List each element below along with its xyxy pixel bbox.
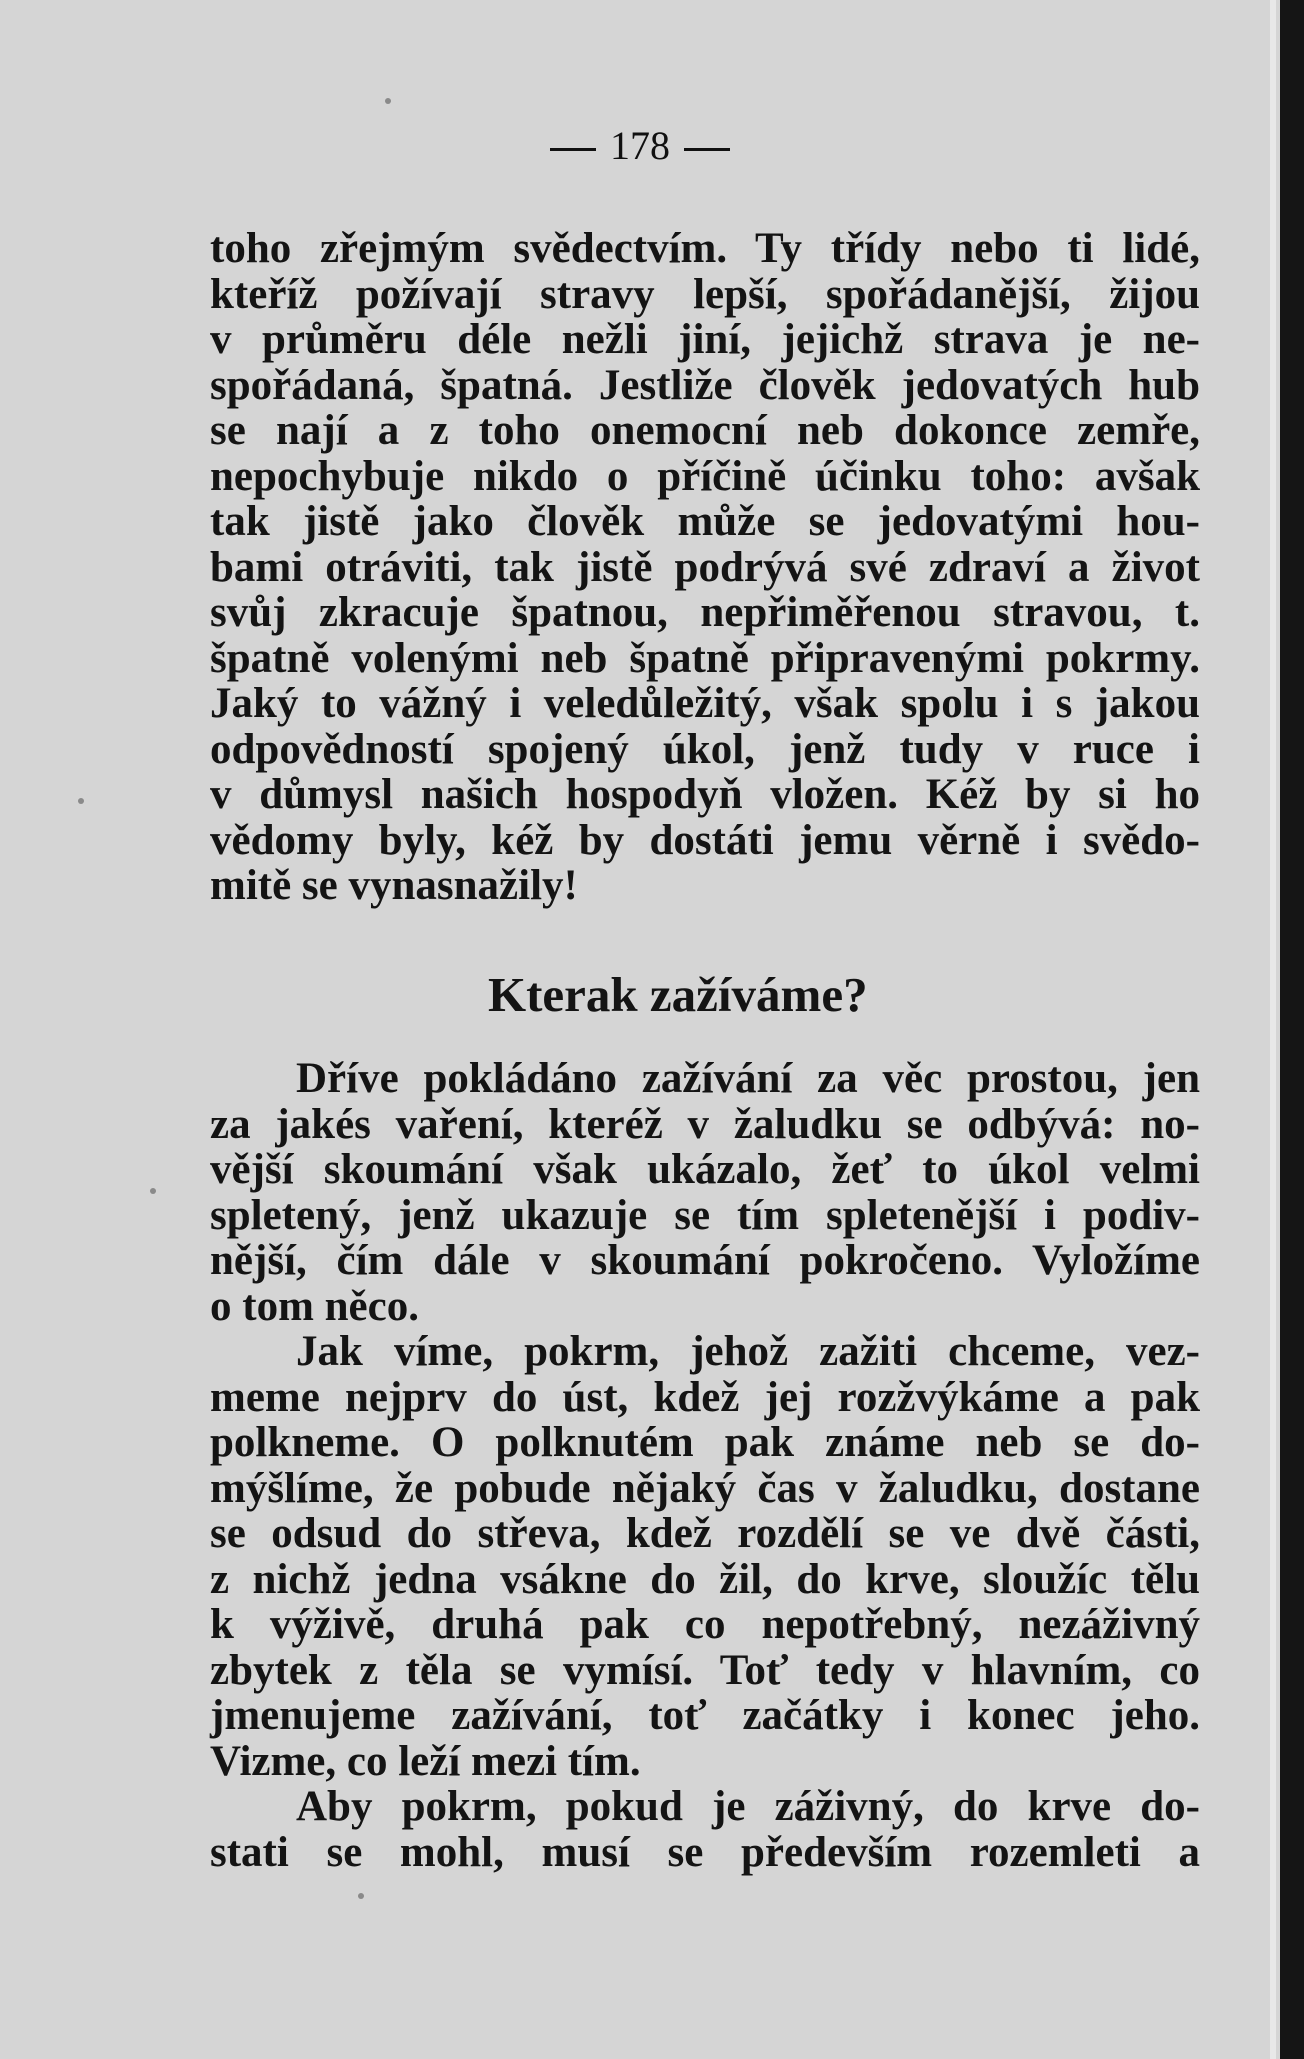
- text-line: vědomy byly, kéž by dostáti jemu věrně i svědo-: [210, 816, 1200, 864]
- text-line: za jakés vaření, kteréž v žaludku se odbývá: no-: [210, 1100, 1200, 1148]
- text-line: Jak víme, pokrm, jehož zažiti chceme, vez-: [296, 1328, 1200, 1375]
- text-line: v průměru déle nežli jiní, jejichž strava je ne-: [210, 316, 1200, 363]
- paper-speck: [385, 98, 391, 104]
- text-line: bami otráviti, tak jistě podrývá své zdraví a život: [210, 543, 1200, 591]
- paper-speck: [78, 798, 84, 804]
- paper-speck: [150, 1188, 156, 1194]
- paragraph-continued: [210, 226, 1200, 909]
- text-line: svůj zkracuje špatnou, nepřiměřenou stravou, t.: [210, 589, 1200, 636]
- text-line: spořádaná, špatná. Jestliže člověk jedovatých hub: [210, 361, 1200, 409]
- text-line: nější, čím dále v skoumání pokročeno. Vyložíme: [210, 1237, 1200, 1284]
- text-line: spletený, jenž ukazuje se tím spletenější i podiv-: [210, 1191, 1200, 1239]
- text-line: Jaký to vážný i veledůležitý, však spolu i s jakou: [210, 680, 1200, 727]
- section-body: [210, 1056, 1200, 1875]
- text-line: z nichž jedna vsákne do žil, do krve, sloužíc tělu: [210, 1555, 1200, 1603]
- text-line: o tom něco.: [210, 1282, 419, 1330]
- text-line: mitě se vynasnažily!: [210, 862, 578, 909]
- text-line: meme nejprv do úst, kdež jej rozžvýkáme a pak: [210, 1373, 1200, 1421]
- text-line: tak jistě jako člověk může se jedovatými hou-: [210, 498, 1200, 545]
- text-line: jmenujeme zažívání, toť začátky i konec jeho.: [210, 1692, 1200, 1739]
- paper-speck: [358, 1893, 364, 1899]
- text-line: vější skoumání však ukázalo, žeť to úkol velmi: [210, 1146, 1200, 1193]
- text-line: Vizme, co leží mezi tím.: [210, 1737, 641, 1785]
- page-header: [0, 116, 1280, 176]
- text-line: zbytek z těla se vymísí. Toť tedy v hlavním, co: [210, 1646, 1200, 1694]
- text-line: špatně volenými neb špatně připravenými pokrmy.: [210, 634, 1200, 682]
- text-line: toho zřejmým svědectvím. Ty třídy nebo ti lidé,: [210, 225, 1200, 272]
- text-line: se nají a z toho onemocní neb dokonce zemře,: [210, 407, 1200, 454]
- header-dash-right: [684, 148, 730, 151]
- text-line: nepochybuje nikdo o příčině účinku toho: avšak: [210, 452, 1200, 500]
- text-line: se odsud do střeva, kdež rozdělí se ve dvě části,: [210, 1510, 1200, 1557]
- header-dash-left: [550, 148, 596, 151]
- text-line: mýšlíme, že pobude nějaký čas v žaludku, dostane: [210, 1464, 1200, 1512]
- text-line: Aby pokrm, pokud je záživný, do krve do-: [296, 1783, 1200, 1830]
- text-line: odpovědností spojený úkol, jenž tudy v ruce i: [210, 725, 1200, 773]
- text-line: kteříž požívají stravy lepší, spořádanější, žijou: [210, 270, 1200, 318]
- section-heading: Kterak zažíváme?: [488, 967, 868, 1022]
- text-line: Dříve pokládáno zažívání za věc prostou, jen: [296, 1055, 1200, 1102]
- text-line: v důmysl našich hospodyň vložen. Kéž by si ho: [210, 771, 1200, 818]
- text-line: stati se mohl, musí se především rozemleti a: [210, 1828, 1200, 1876]
- text-line: polkneme. O polknutém pak známe neb se do-: [210, 1419, 1200, 1466]
- text-line: k výživě, druhá pak co nepotřebný, nezáživný: [210, 1601, 1200, 1648]
- page-number: 178: [610, 123, 670, 168]
- page-edge: [1270, 0, 1276, 2059]
